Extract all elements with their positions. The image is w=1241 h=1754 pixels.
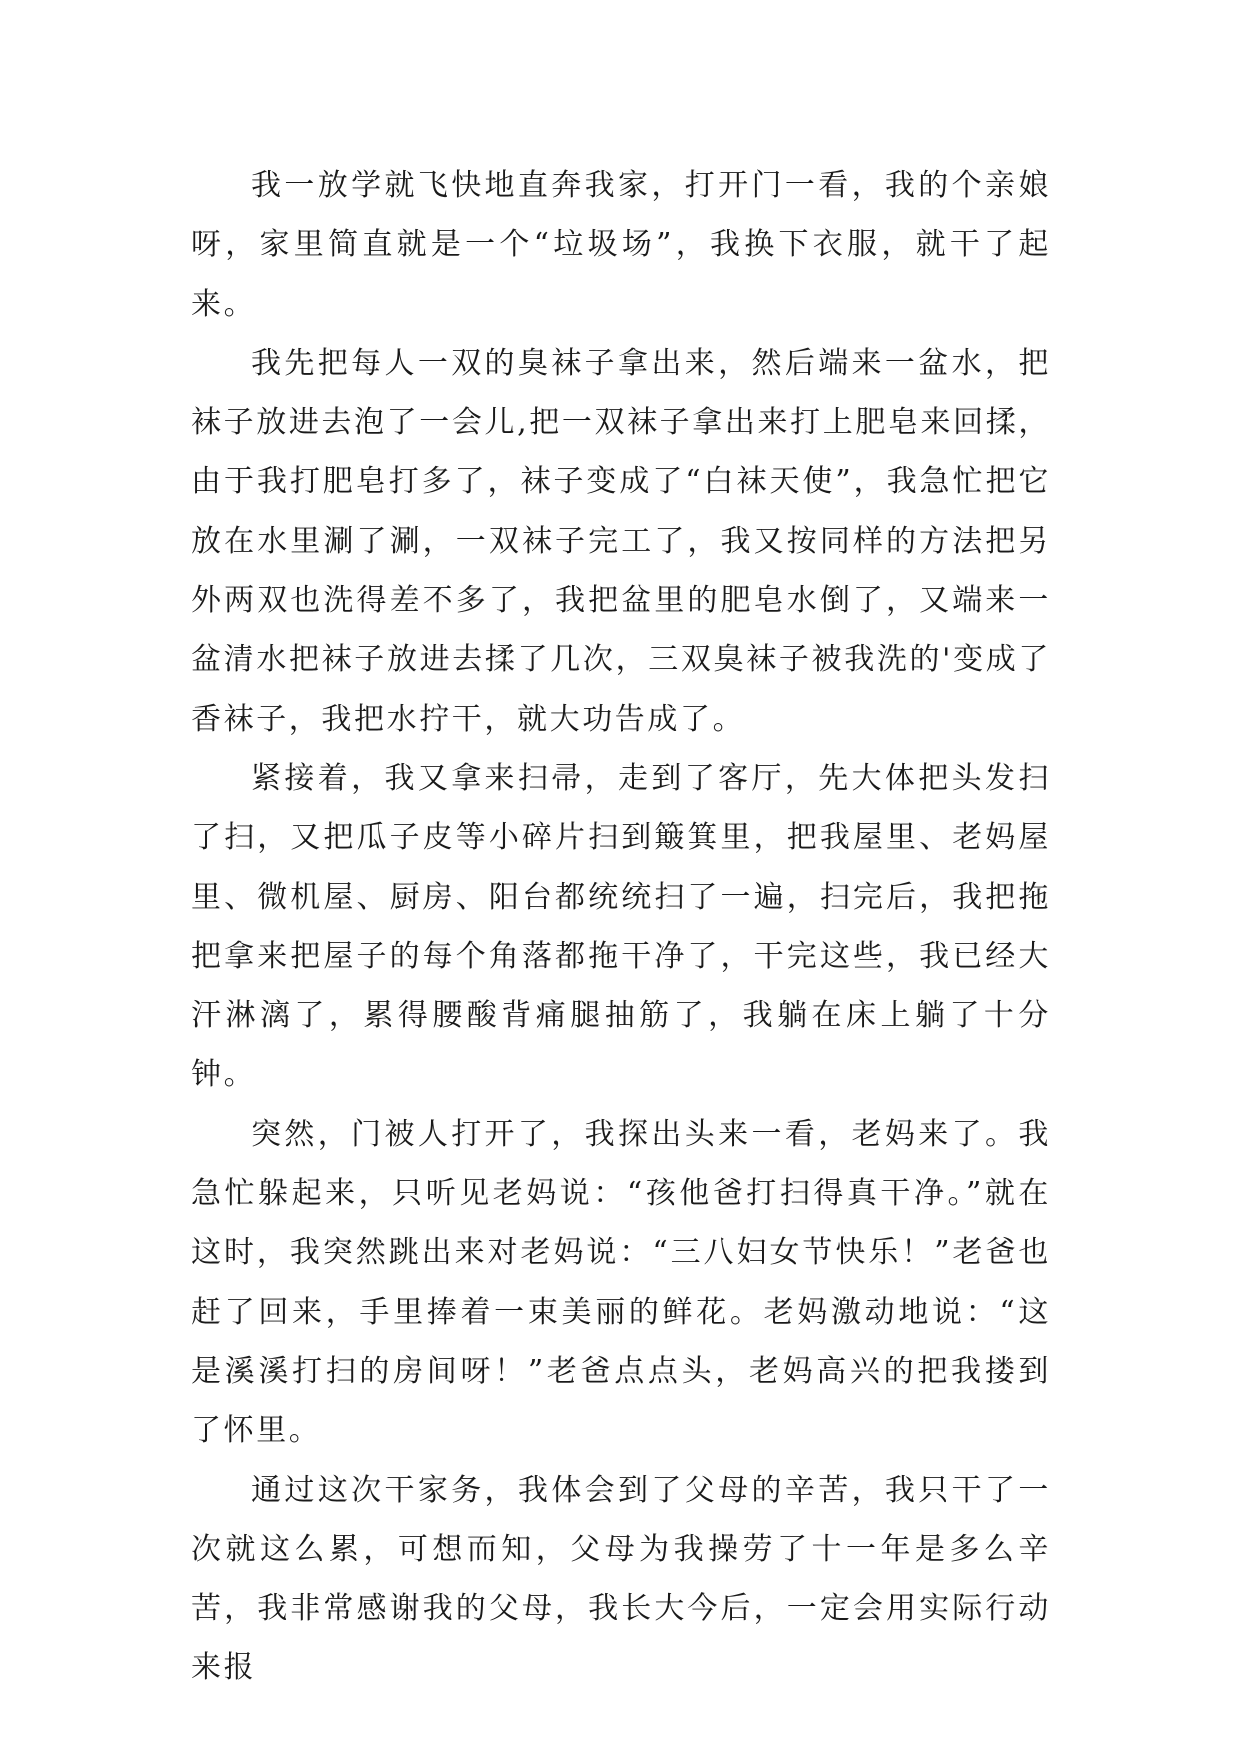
paragraph-4: 突然，门被人打开了，我探出头来一看，老妈来了。我急忙躲起来，只听见老妈说：“孩他爸打扫得真干净。”就在这时，我突然跳出来对老妈说：“三八妇女节快乐！”老爸也赶了回来，手里捧着一束美丽的鲜花。老妈激动地说：“这是溪溪打扫的房间呀！”老爸点点头，老妈高兴的把我搂到了怀里。 [191, 1116, 1051, 1449]
paragraph-3: 紧接着，我又拿来扫帚，走到了客厅，先大体把头发扫了扫，又把瓜子皮等小碎片扫到簸箕里，把我屋里、老妈屋里、微机屋、厨房、阳台都统统扫了一遍，扫完后，我把拖把拿来把屋子的每个角落都拖干净了，干完这些，我已经大汗淋漓了，累得腰酸背痛腿抽筋了，我躺在床上躺了十分钟。 [191, 760, 1051, 1093]
paragraph-2: 我先把每人一双的臭袜子拿出来，然后端来一盆水，把袜子放进去泡了一会儿,把一双袜子拿出来打上肥皂来回揉，由于我打肥皂打多了，袜子变成了“白袜天使”，我急忙把它放在水里涮了涮，一双袜子完工了，我又按同样的方法把另外两双也洗得差不多了，我把盆里的肥皂水倒了，又端来一盆清水把袜子放进去揉了几次，三双臭袜子被我洗的'变成了香袜子，我把水拧干，就大功告成了。 [191, 345, 1051, 737]
paragraph-1: 我一放学就飞快地直奔我家，打开门一看，我的个亲娘呀，家里简直就是一个“垃圾场”，我换下衣服，就干了起来。 [191, 168, 1051, 322]
document-body [191, 156, 1051, 1698]
paragraph-5: 通过这次干家务，我体会到了父母的辛苦，我只干了一次就这么累，可想而知，父母为我操劳了十一年是多么辛苦，我非常感谢我的父母，我长大今后，一定会用实际行动来报 [191, 1472, 1051, 1686]
